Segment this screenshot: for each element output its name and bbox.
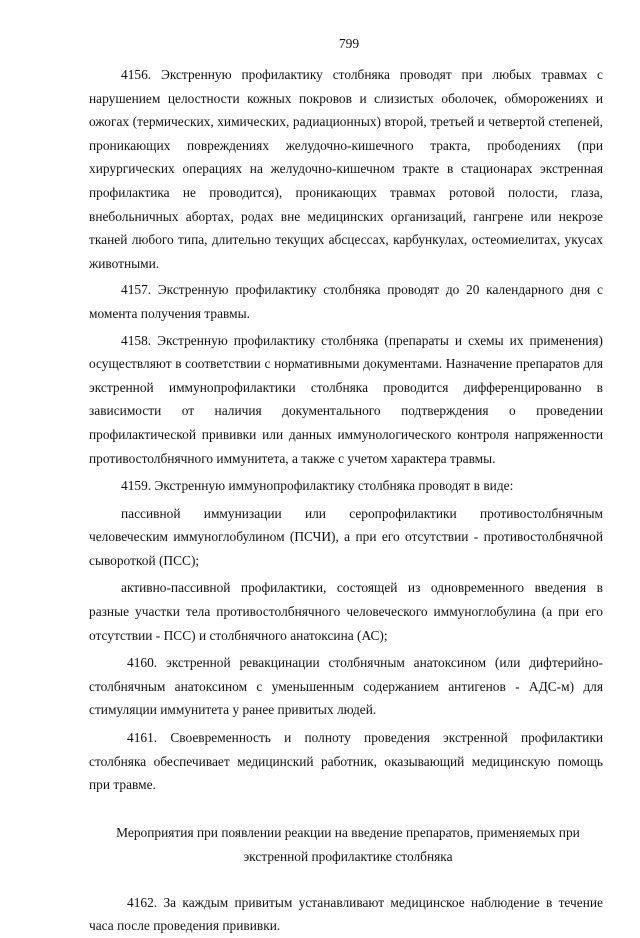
section-heading: [89, 821, 603, 869]
paragraph-4156: 4156. Экстренную профилактику столбняка проводят при любых травмах с нарушением целостности кожных покровов и слизистых оболочек, обморожениях и ожогах (термических, химических, радиационных) второй, третьей и четвертой степеней, проникающих повреждениях желудочно-кишечного тракта, прободениях (при хирургических операциях на желудочно-кишечном тракте в стационарах экстренная профилактика не проводится), проникающих травмах ротовой полости, глаза, внебольничных абортах, родах вне медицинских организаций, гангрене или некрозе тканей любого типа, длительно текущих абсцессах, карбункулах, остеомиелитах, укусах животными.: [89, 67, 603, 271]
paragraph-4159-active-passive: активно-пассивной профилактики, состоящей из одновременного введения в разные участки тела противостолбнячного человеческого иммуноглобулина (а при его отсутствии - ПСС) и столбнячного анатоксина (АС);: [89, 580, 603, 643]
paragraph-4158: 4158. Экстренную профилактику столбняка (препараты и схемы их применения) осуществляют в соответствии с нормативными документами. Назначение препаратов для экстренной иммунопрофилактики столбняка проводится дифференцированно в зависимости от наличия документального подтверждения о проведении профилактической прививки или данных иммунологического контроля напряженности противостолбнячного иммунитета, а также с учетом характера травмы.: [89, 332, 603, 466]
section-heading-line-1: Мероприятия при появлении реакции на введение препаратов, применяемых при: [116, 824, 580, 840]
paragraph-4159: 4159. Экстренную иммунопрофилактику столбняка проводят в виде:: [121, 478, 514, 494]
section-heading-line-2: экстренной профилактике столбняка: [243, 848, 453, 864]
paragraph-4157: 4157. Экстренную профилактику столбняка проводят до 20 календарного дня с момента получения травмы.: [89, 282, 603, 321]
page-number: 799: [338, 36, 360, 51]
paragraph-4160: 4160. экстренной ревакцинации столбнячным анатоксином (или дифтерийно-столбнячным анатоксином с уменьшенным содержанием антигенов - АДС-м) для стимуляции иммунитета у ранее привитых людей.: [89, 655, 603, 718]
paragraph-4162: 4162. За каждым привитым устанавливают медицинское наблюдение в течение часа после проведения прививки.: [89, 894, 603, 934]
paragraph-4159-passive: пассивной иммунизации или серопрофилактики противостолбнячным человеческим иммуноглобулином (ПСЧИ), а при его отсутствии - противостолбнячной сывороткой (ПСС);: [89, 505, 603, 568]
paragraph-4161: 4161. Своевременность и полноту проведения экстренной профилактики столбняка обеспечивает медицинский работник, оказывающий медицинскую помощь при травме.: [89, 730, 603, 793]
